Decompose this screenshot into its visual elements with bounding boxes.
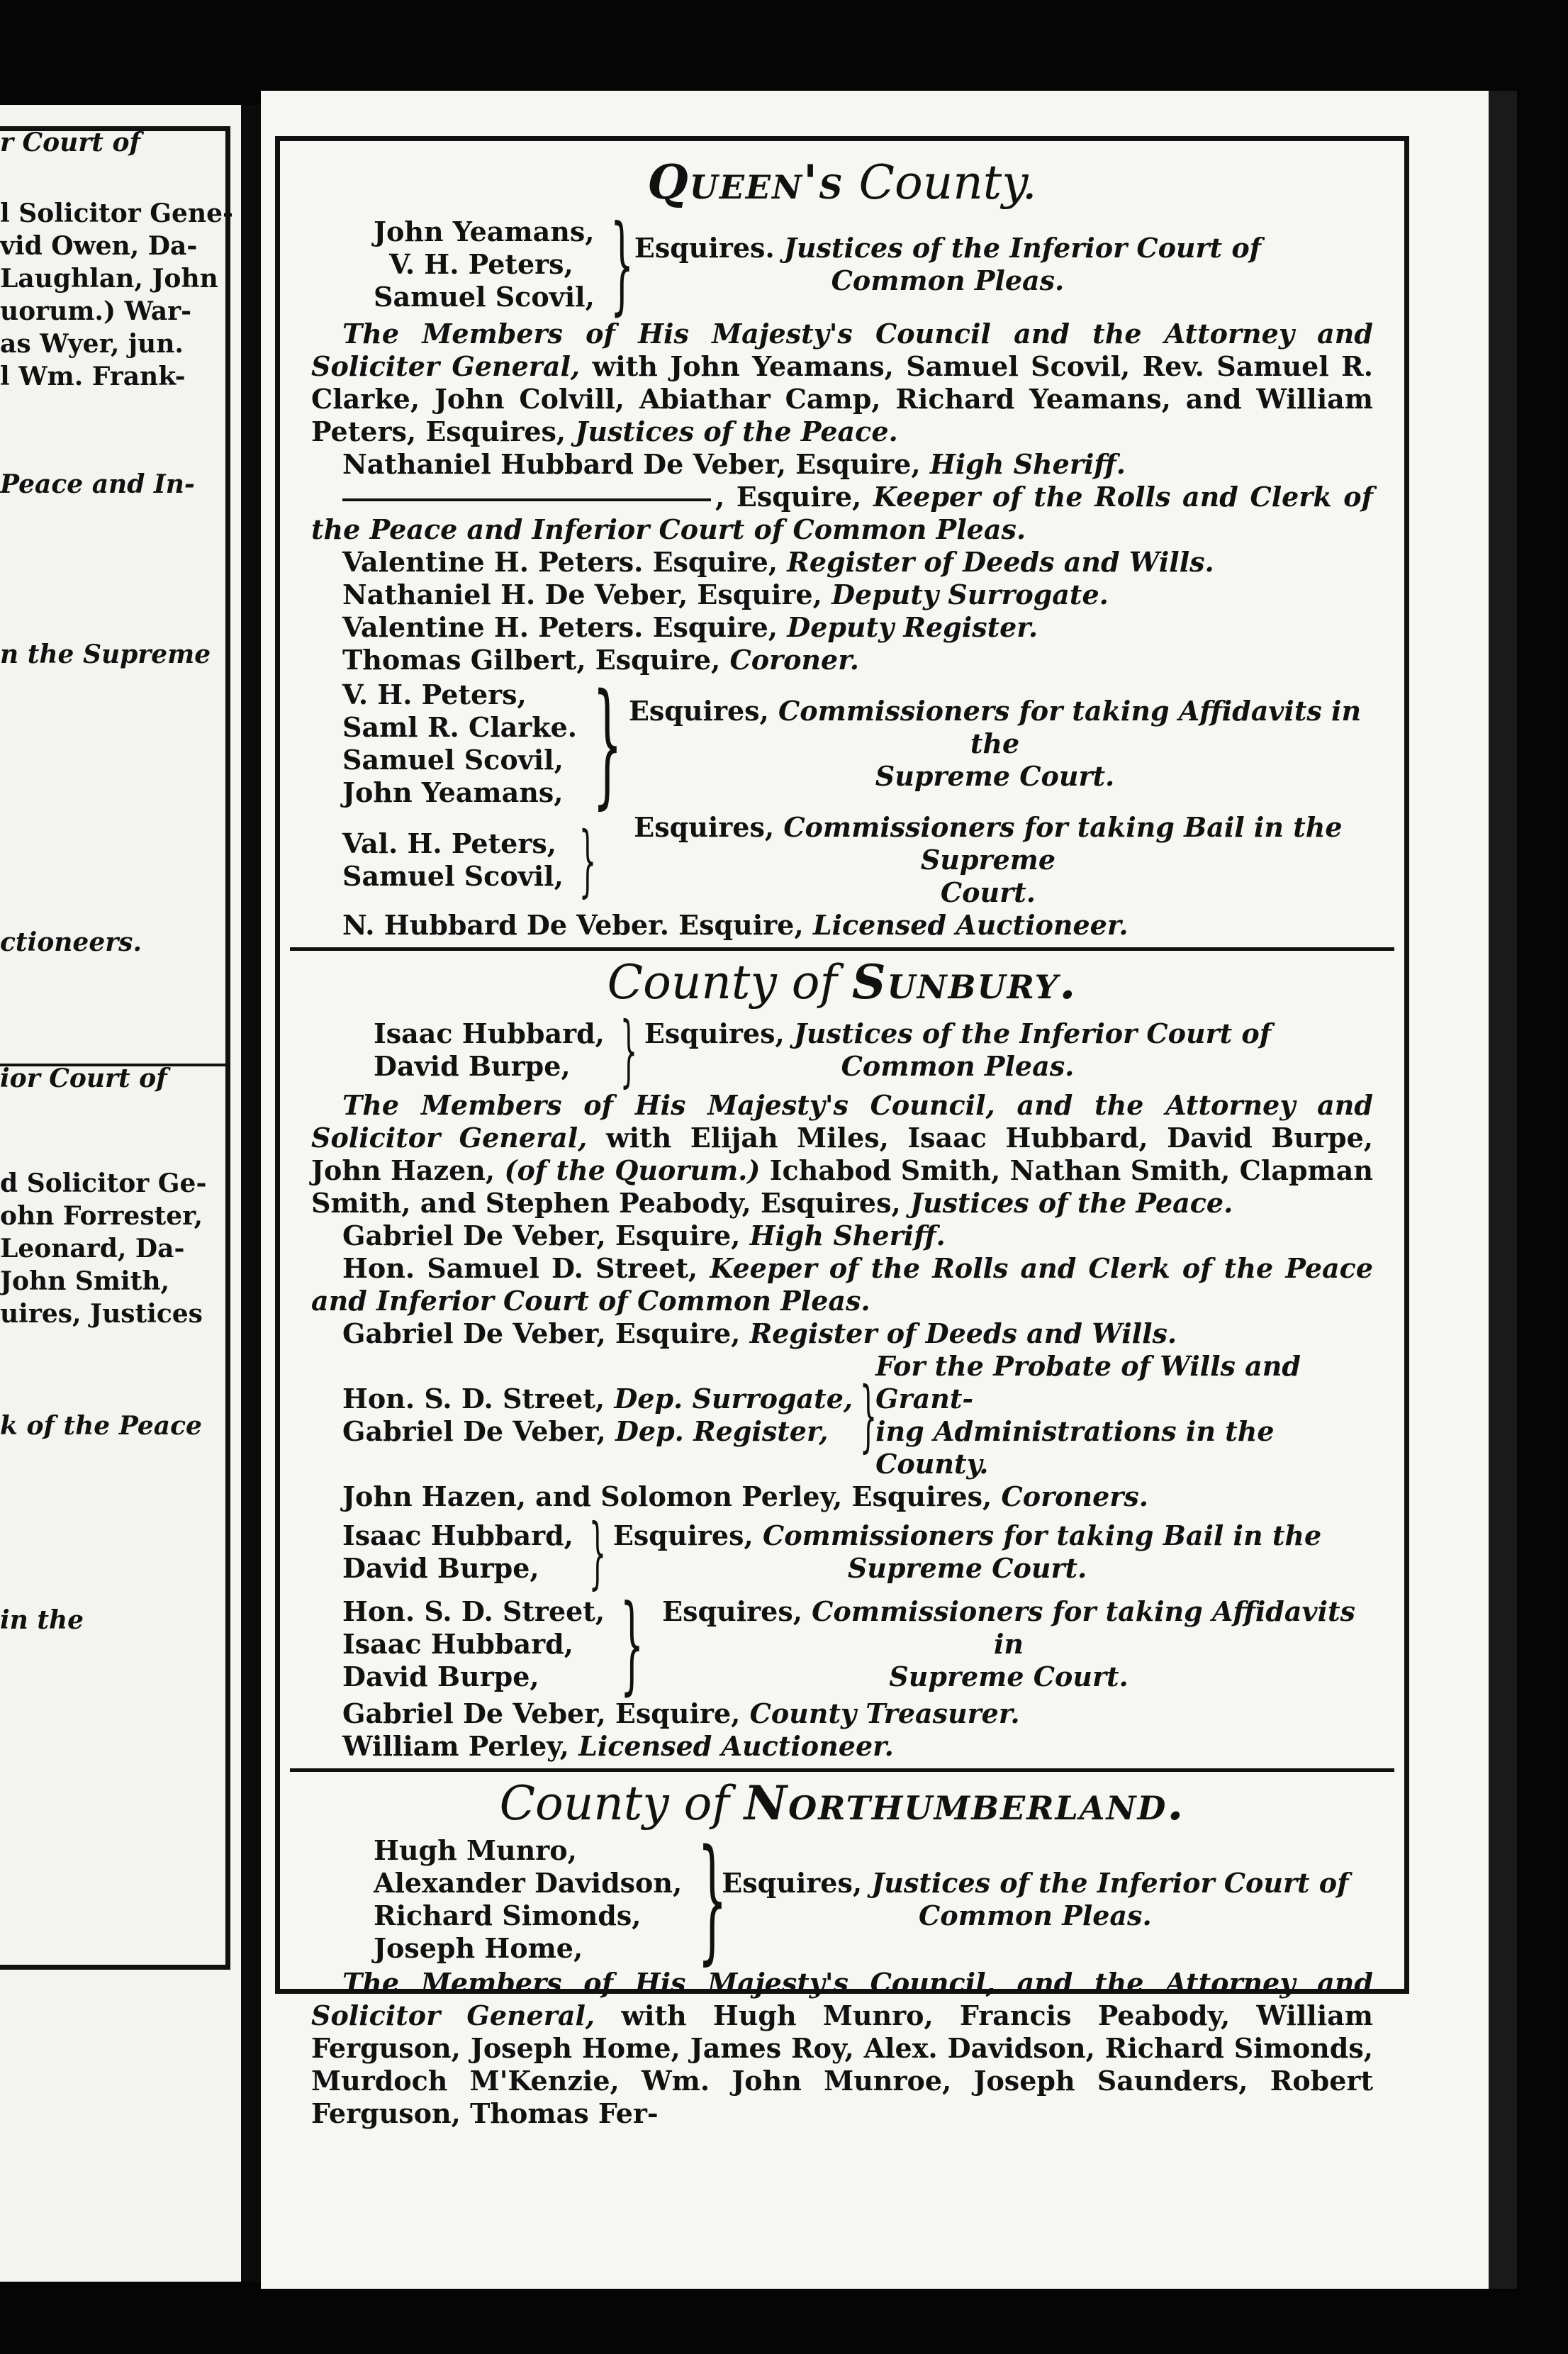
peace-names: with Elijah Miles, Isaac Hubbard, David Burpe, John Hazen,: [311, 1122, 1374, 1186]
office-title: Deputy Register.: [787, 611, 1038, 643]
peace-names: with John Yeamans, Samuel Scovil, Rev. Samuel R. Clarke, John Colvill, Abiathar Camp, Richard Yeamans, and William Peters, Esquires,: [311, 350, 1373, 447]
justice-name: Alexander Davidson,: [374, 1867, 683, 1899]
affidavit-commissioners: [311, 1583, 1373, 1706]
office-title: For the Probate of Wills and Grant-: [875, 1350, 1301, 1415]
commissioner-description: [603, 811, 1373, 909]
office-title: Coroner.: [729, 644, 859, 676]
probate-officers: [311, 1350, 1373, 1480]
commissioner-names: [342, 827, 564, 893]
office-title: Coroners.: [1001, 1480, 1148, 1512]
county-name: Queen's: [647, 155, 844, 210]
bail-commissioners: [311, 811, 1373, 909]
office-title: Commissioners for taking Affidavits in: [812, 1595, 1355, 1660]
officer-name: Valentine H. Peters. Esquire,: [342, 546, 778, 578]
probate-officer: [342, 1383, 853, 1415]
justice-names: [374, 1834, 682, 1965]
brace: }: [578, 815, 597, 905]
probate-names: [342, 1383, 853, 1448]
esquires-label: Esquires,: [662, 1595, 802, 1627]
justice-name: Samuel Scovil,: [374, 281, 595, 313]
officer-name: Gabriel De Veber, Esquire,: [342, 1317, 741, 1349]
officer-name: William Perley,: [342, 1730, 569, 1762]
brace: }: [859, 1370, 878, 1461]
northumberland-county-section: [311, 1775, 1373, 2130]
office-title: Justices of the Inferior Court of: [793, 1017, 1272, 1049]
office-title: Licensed Auctioneer.: [812, 909, 1129, 941]
bail-commissioners: [311, 1507, 1373, 1597]
commissioner-description: [617, 695, 1373, 793]
justice-names: [374, 216, 595, 313]
probate-officer: [342, 1415, 853, 1448]
commissioner-name: Isaac Hubbard,: [342, 1628, 573, 1660]
office-title: Commissioners for taking Bail in the: [762, 1519, 1322, 1551]
office-title: Register of Deeds and Wills.: [787, 546, 1214, 578]
section-divider: [290, 1768, 1394, 1772]
inferior-court-justices: [311, 203, 1373, 326]
inferior-court-justices: [311, 1821, 1373, 1978]
justice-name: V. H. Peters,: [389, 248, 573, 280]
county-name: Northumberland.: [744, 1775, 1185, 1831]
deputy-register-entry: [311, 611, 1373, 644]
previous-page-text-fragment: r Court of: [0, 128, 140, 157]
commissioner-name: David Burpe,: [342, 1552, 539, 1584]
previous-page-text-fragment: n the Supreme: [0, 640, 211, 669]
commissioner-name: Saml R. Clarke.: [342, 711, 578, 743]
previous-page-text-fragment: Laughlan, John: [0, 264, 218, 294]
office-title-cont: Common Pleas.: [841, 1050, 1075, 1082]
office-title: Deputy Surrogate.: [831, 579, 1109, 610]
previous-page-text-fragment: l Solicitor Gene-: [0, 199, 233, 228]
esquires-label: Esquires,: [628, 695, 769, 727]
previous-page-frame: [0, 126, 233, 1970]
officer-name: Nathaniel H. De Veber, Esquire,: [342, 579, 822, 610]
peace-names: Ichabod Smith, Nathan Smith, Clapman Smith, and Stephen Peabody, Esquires,: [311, 1154, 1373, 1219]
keeper-entry: [311, 481, 1373, 546]
esquires-label: Esquires.: [634, 232, 775, 264]
esquires-label: Esquires,: [722, 1867, 863, 1899]
sheriff-entry: [311, 1220, 1373, 1252]
previous-page-fragment: [0, 105, 241, 2282]
office-title: High Sheriff.: [749, 1220, 946, 1251]
office-title: Licensed Auctioneer.: [578, 1730, 894, 1762]
previous-page-text-fragment: as Wyer, jun.: [0, 329, 184, 359]
brace: }: [592, 665, 623, 822]
officer-name: Gabriel De Veber, Esquire,: [342, 1697, 741, 1729]
esquires-label: Esquires,: [644, 1017, 785, 1049]
council-text: The Members of His Majesty's Council and the Attorney and Soliciter General,: [311, 318, 1373, 382]
office-title: High Sheriff.: [929, 448, 1126, 480]
office-title-cont: Court.: [940, 876, 1036, 908]
officer-name: N. Hubbard De Veber. Esquire,: [342, 909, 804, 941]
previous-page-text-fragment: ior Court of: [0, 1064, 167, 1093]
justice-names: [374, 1017, 605, 1083]
office-title: Dep. Surrogate,: [614, 1383, 853, 1415]
justices-description: [634, 232, 1261, 297]
auctioneer-entry: [311, 909, 1373, 942]
coroner-entry: [311, 644, 1373, 676]
officer-name: Valentine H. Peters. Esquire,: [342, 611, 778, 643]
justices-description: [722, 1867, 1348, 1932]
page-edge: [1489, 91, 1517, 2289]
officer-name: Hon. Samuel D. Street,: [342, 1252, 698, 1284]
quorum-note: (of the Quorum.): [504, 1154, 761, 1186]
brace: }: [620, 1005, 638, 1095]
county-title: [311, 1775, 1373, 1832]
officer-name: Gabriel De Veber,: [342, 1415, 615, 1447]
auctioneer-entry: [311, 1730, 1373, 1763]
officer-name: John Hazen, and Solomon Perley, Esquires,: [342, 1480, 992, 1512]
office-title: Commissioners for taking Affidavits in the: [778, 695, 1362, 759]
office-title-cont: Supreme Court.: [889, 1661, 1129, 1692]
previous-page-text-fragment: Leonard, Da-: [0, 1234, 185, 1264]
justice-name: John Yeamans,: [374, 216, 595, 247]
page-frame: [275, 136, 1409, 2129]
previous-page-text-fragment: in the: [0, 1605, 84, 1635]
officer-name: Hon. S. D. Street,: [342, 1383, 615, 1415]
commissioner-names: [342, 1519, 573, 1585]
county-name: Sunbury.: [851, 954, 1077, 1010]
esquires-label: Esquires,: [612, 1519, 754, 1551]
commissioner-name: David Burpe,: [342, 1661, 539, 1692]
peace-names: with Hugh Munro, Francis Peabody, William Ferguson, Joseph Home, James Roy, Alex. Davidson, Richard Simonds, Murdoch M'Kenzie, Wm. John Munroe, Joseph Saunders, Robert Ferguson, Thomas Fer-: [311, 1999, 1373, 2129]
commissioner-name: V. H. Peters,: [342, 679, 527, 710]
office-title-cont: ing Administrations in the County.: [875, 1415, 1275, 1480]
county-title: [311, 954, 1373, 1011]
justice-name: Joseph Home,: [374, 1932, 583, 1964]
officer-name: Gabriel De Veber, Esquire,: [342, 1220, 741, 1251]
previous-page-text-fragment: k of the Peace: [0, 1411, 202, 1441]
commissioner-name: Val. H. Peters,: [342, 827, 556, 859]
commissioner-name: Samuel Scovil,: [342, 744, 564, 776]
section-divider: [290, 947, 1394, 951]
previous-page-text-fragment: Peace and In-: [0, 469, 195, 499]
previous-page-text-fragment: ctioneers.: [0, 927, 142, 957]
previous-page-text-fragment: uorum.) War-: [0, 296, 192, 326]
office-title-cont: Common Pleas.: [919, 1900, 1152, 1931]
office-title: Keeper of the Rolls and Clerk of the Peace and Inferior Court of Common Pleas.: [311, 481, 1373, 545]
office-title: Register of Deeds and Wills.: [749, 1317, 1177, 1349]
commissioner-description: [644, 1595, 1373, 1693]
previous-page-text-fragment: John Smith,: [0, 1266, 170, 1296]
coroner-entry: [311, 1480, 1373, 1513]
office-title: Dep. Register,: [615, 1415, 829, 1447]
county-word: County.: [858, 155, 1037, 210]
officer-name: Nathaniel Hubbard De Veber, Esquire,: [342, 448, 921, 480]
previous-page-text-fragment: d Solicitor Ge-: [0, 1168, 207, 1198]
commissioner-names: [342, 1595, 605, 1693]
blank-name-rule: [342, 498, 711, 501]
page: [261, 91, 1494, 2289]
brace: }: [588, 1507, 607, 1597]
justice-name: David Burpe,: [374, 1050, 571, 1082]
esquires-label: Esquires,: [634, 811, 775, 843]
register-entry: [311, 1317, 1373, 1350]
previous-page-text-fragment: uires, Justices: [0, 1299, 203, 1329]
sunbury-county-section: [311, 954, 1373, 1763]
commissioner-name: Hon. S. D. Street,: [342, 1595, 605, 1627]
office-title: Justices of the Peace.: [909, 1187, 1233, 1219]
surrogate-entry: [311, 579, 1373, 611]
binding-gutter: [241, 105, 261, 2282]
officer-name: , Esquire,: [715, 481, 862, 513]
justice-name: Richard Simonds,: [374, 1900, 642, 1931]
justices-of-peace: [311, 318, 1373, 448]
county-title: [311, 154, 1373, 211]
inferior-court-justices: [311, 1005, 1373, 1095]
sheriff-entry: [311, 448, 1373, 481]
commissioner-names: [342, 679, 577, 809]
treasurer-entry: [311, 1697, 1373, 1730]
county-word: County of: [499, 1776, 729, 1831]
keeper-entry: [311, 1252, 1373, 1317]
previous-page-text-fragment: ohn Forrester,: [0, 1201, 203, 1231]
office-title: Keeper of the Rolls and Clerk of the Peace and Inferior Court of Common Pleas.: [311, 1252, 1373, 1317]
commissioner-name: Isaac Hubbard,: [342, 1519, 573, 1551]
commissioner-description: [613, 1519, 1321, 1585]
register-entry: [311, 546, 1373, 579]
brace: }: [610, 203, 634, 326]
justices-of-peace: [311, 1967, 1373, 2130]
probate-description: [875, 1350, 1373, 1480]
previous-page-text-fragment: l Wm. Frank-: [0, 362, 186, 391]
council-text: The Members of His Majesty's Council, and the Attorney and Solicitor General,: [311, 1089, 1373, 1154]
office-title: County Treasurer.: [749, 1697, 1020, 1729]
brace: }: [698, 1821, 728, 1978]
officer-name: Thomas Gilbert, Esquire,: [342, 644, 721, 676]
office-title-cont: Supreme Court.: [847, 1552, 1087, 1584]
brace: }: [620, 1583, 644, 1706]
justices-of-peace: [311, 1089, 1373, 1220]
office-title: Justices of the Inferior Court of: [871, 1867, 1349, 1899]
office-title-cont: Common Pleas.: [831, 264, 1065, 296]
previous-page-text-fragment: vid Owen, Da-: [0, 231, 198, 261]
justice-name: Isaac Hubbard,: [374, 1017, 605, 1049]
commissioner-name: John Yeamans,: [342, 776, 564, 808]
justice-name: Hugh Munro,: [374, 1834, 577, 1866]
office-title: Commissioners for taking Bail in the Supreme: [783, 811, 1343, 876]
county-word: County of: [607, 955, 837, 1010]
justices-description: [644, 1017, 1271, 1083]
queens-county-section: [311, 154, 1373, 942]
commissioner-name: Samuel Scovil,: [342, 860, 564, 892]
office-title: Justices of the Inferior Court of: [783, 232, 1262, 264]
office-title-cont: Supreme Court.: [875, 760, 1115, 792]
council-text: The Members of His Majesty's Council, and the Attorney and Solicitor General,: [311, 1967, 1373, 2031]
office-title: Justices of the Peace.: [575, 415, 898, 447]
affidavit-commissioners: [311, 665, 1373, 822]
